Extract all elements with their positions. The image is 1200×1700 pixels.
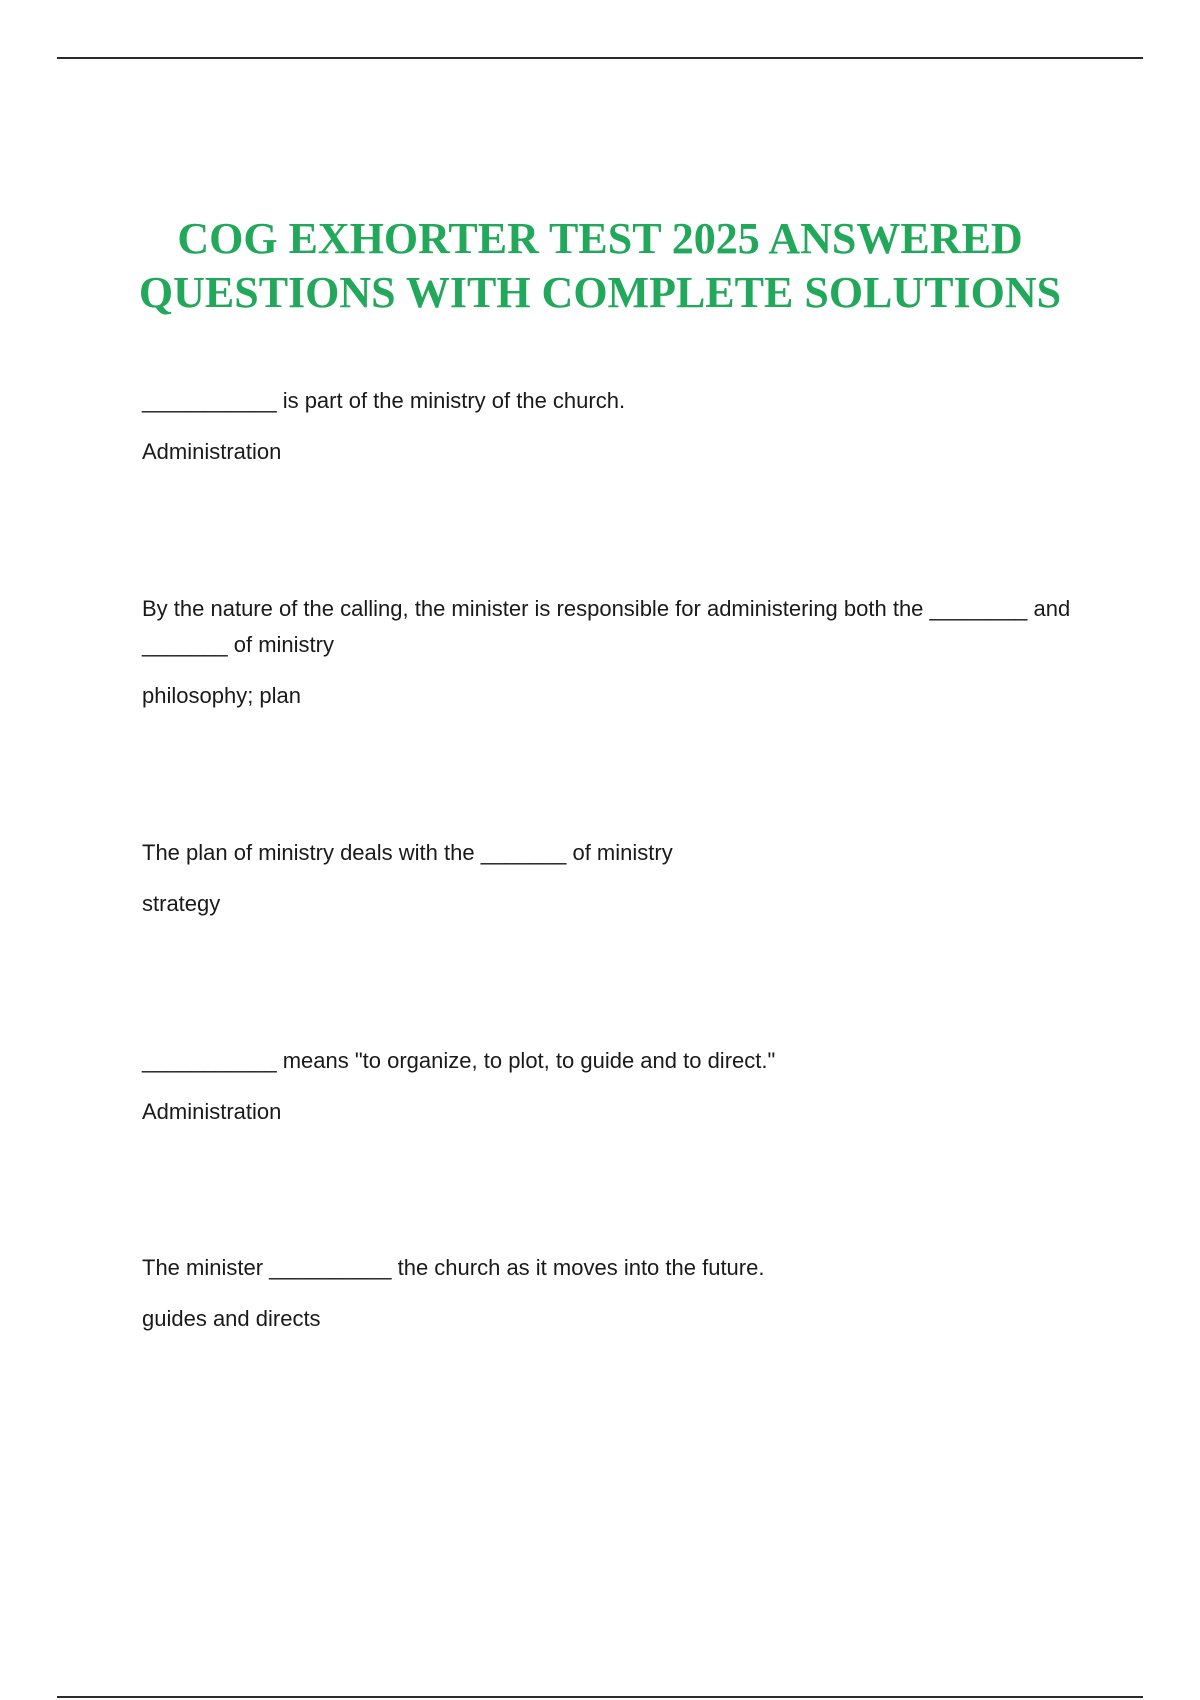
qa-item-4	[142, 1043, 1082, 1130]
answer-text: strategy	[142, 891, 221, 916]
qa-item-3	[142, 835, 1082, 922]
qa-item-2	[142, 591, 1082, 714]
qa-item-5	[142, 1250, 1082, 1337]
title-line-1: COG EXHORTER TEST 2025 ANSWERED	[177, 214, 1023, 263]
question-text: By the nature of the calling, the minister is responsible for administering both the ________ and _______ of ministry	[142, 596, 1071, 657]
answer-text: Administration	[142, 439, 282, 464]
question-text: ___________ is part of the ministry of the church.	[142, 388, 626, 413]
document-title	[0, 212, 1200, 320]
footer-rule	[57, 1696, 1143, 1698]
question-text: The minister __________ the church as it moves into the future.	[142, 1255, 765, 1280]
answer-text: Administration	[142, 1099, 282, 1124]
header-rule	[57, 57, 1143, 59]
question-text: ___________ means "to organize, to plot, to guide and to direct."	[142, 1048, 776, 1073]
question-text: The plan of ministry deals with the _______ of ministry	[142, 840, 673, 865]
answer-text: philosophy; plan	[142, 683, 302, 708]
qa-item-1	[142, 383, 1082, 470]
answer-text: guides and directs	[142, 1306, 321, 1331]
title-line-2: QUESTIONS WITH COMPLETE SOLUTIONS	[138, 268, 1062, 317]
